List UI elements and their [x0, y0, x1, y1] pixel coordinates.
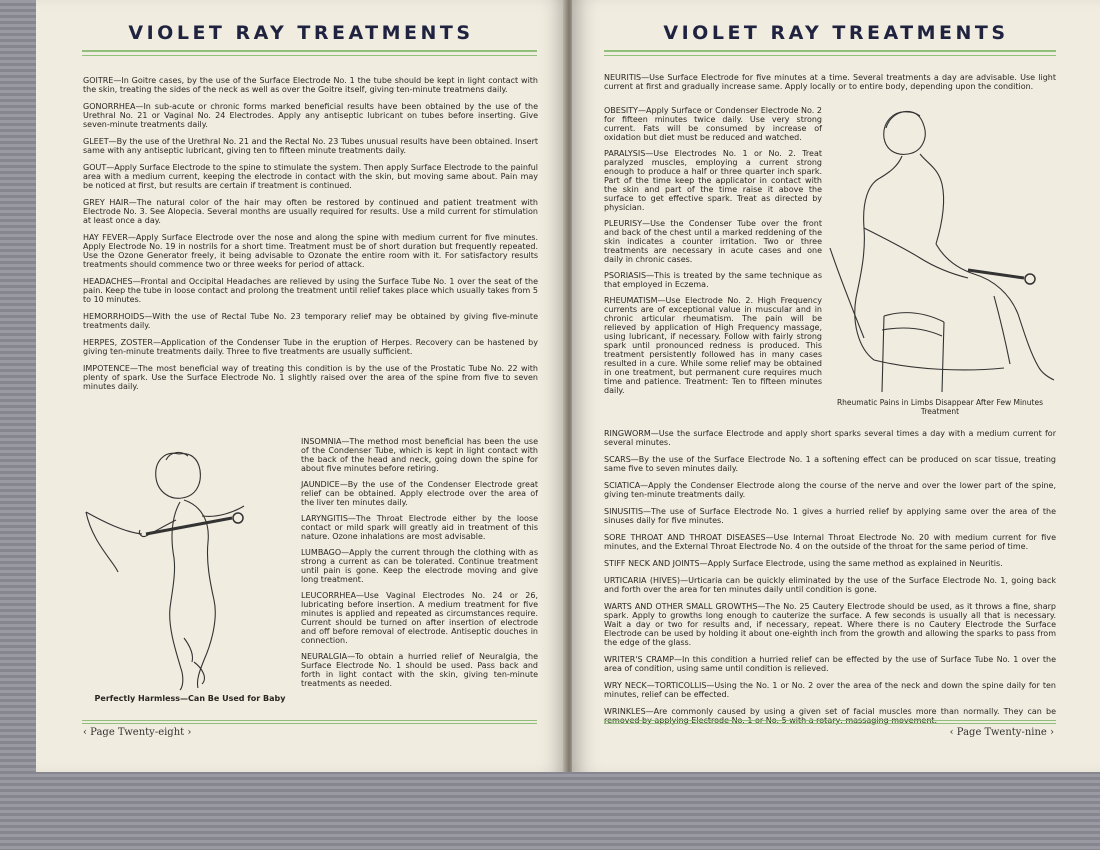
right-bottom-column [604, 429, 1056, 733]
baby-caption: Perfectly Harmless—Can Be Used for Baby [94, 694, 286, 703]
left-page-number: ‹ Page Twenty-eight › [83, 727, 192, 738]
entry-hemorrhoids: HEMORRHOIDS—With the use of Rectal Tube No. 23 temporary relief may be obtained by giving five-minute treatments daily. [83, 312, 538, 330]
right-title-rule [604, 50, 1056, 56]
right-top-paragraph [604, 73, 1056, 99]
entry-stiff-neck: STIFF NECK AND JOINTS—Apply Surface Electrode, using the same method as explained in Neuritis. [604, 559, 1003, 568]
entry-sinusitis: SINUSITIS—The use of Surface Electrode No. 1 gives a hurried relief by applying same over the area of the sinuses daily for five minutes. [604, 507, 1056, 525]
baby-drawing [84, 432, 296, 694]
entry-psoriasis: PSORIASIS—This is treated by the same technique as that employed in Eczema. [604, 271, 822, 289]
entry-paralysis: PARALYSIS—Use Electrodes No. 1 or No. 2. Treat paralyzed muscles, employing a current strong enough to produce a half or three quarter inch spark. Part of the time keep the applicator in contact with the skin and part of the time raise it above the surface to get effective spark. Treat as directed by physician. [604, 149, 822, 212]
entry-lumbago: LUMBAGO—Apply the current through the clothing with as strong a current as can be tolerated. Continue treatment until pain is gone. Keep the electrode moving and give long treatment. [301, 548, 538, 584]
left-side-column [301, 437, 538, 695]
woman-drawing [824, 98, 1056, 398]
entry-goitre: GOITRE—In Goitre cases, by the use of the Surface Electrode No. 1 the tube should be kept in light contact with the skin, treating the sides of the neck as well as over the Goitre itself, giving ten-minute treatmens daily. [83, 76, 538, 94]
entry-impotence: IMPOTENCE—The most beneficial way of treating this condition is by the use of the Prostatic Tube No. 22 with plenty of spark. Use the Surface Electrode No. 1 slightly raised over the area of the spine from five to seven minutes daily. [83, 364, 538, 391]
entry-sore-throat: SORE THROAT AND THROAT DISEASES—Use Internal Throat Electrode No. 20 with medium current for five minutes, and the External Throat Electrode No. 4 on the outside of the throat for the same period of time. [604, 533, 1056, 551]
left-text-column [83, 76, 538, 399]
entry-leucorrhea: LEUCORRHEA—Use Vaginal Electrodes No. 24 or 26, lubricating before insertion. A medium treatment for five minutes is applied and repeated as circumstances require. Current should be turned on after insertion of electrode and off before removal of electrode. Antiseptic douches in connection. [301, 591, 538, 645]
entry-herpes-zoster: HERPES, ZOSTER—Application of the Condenser Tube in the eruption of Herpes. Recovery can be hastened by giving ten-minute treatments daily. Three to five treatments are usually sufficient. [83, 338, 538, 356]
right-footer-rule [604, 720, 1056, 724]
entry-scars: SCARS—By the use of the Surface Electrode No. 1 a softening effect can be produced on scar tissue, treating same five to seven minutes daily. [604, 455, 1056, 473]
entry-gonorrhea: GONORRHEA—In sub-acute or chronic forms marked beneficial results have been obtained by the use of the Urethral No. 21 or Vaginal No. 24 Electrodes. Apply any antiseptic lubricant on tubes before inserting. Give seven-minute treatments daily. [83, 102, 538, 129]
entry-grey-hair: GREY HAIR—The natural color of the hair may often be restored by continued and patient treatment with Electrode No. 3. See Alopecia. Several months are usually required for results. Use a mild current for stimulation at least once a day. [83, 198, 538, 225]
right-page-number: ‹ Page Twenty-nine › [949, 727, 1054, 738]
entry-rheumatism: RHEUMATISM—Use Electrode No. 2. High Frequency currents are of exceptional value in muscular and in chronic articular rheumatism. The pain will be relieved by application of High Frequency massage, using lubricant, if necessary. Follow with fairly strong spark until pronounced redness is produced. This treatment persistently followed has in many cases resulted in a cure. While some relief may be obtained in one treatment, but permanent cure requires much time and patience. Treatment: Ten to fifteen minutes daily. [604, 296, 822, 395]
left-footer-rule [82, 720, 537, 724]
entry-pleurisy: PLEURISY—Use the Condenser Tube over the front and back of the chest until a marked reddening of the skin indicates a counter irritation. Two or three treatments are necessary in acute cases and one daily in chronic cases. [604, 219, 822, 264]
left-page-title: VIOLET RAY TREATMENTS [128, 22, 474, 44]
entry-neuritis: NEURITIS—Use Surface Electrode for five minutes at a time. Several treatments a day are advisable. Use light current at first and gradually increase same. Apply locally or to entire body, depending upon the condition. [604, 73, 1056, 91]
right-page-title: VIOLET RAY TREATMENTS [663, 22, 1009, 44]
entry-sciatica: SCIATICA—Apply the Condenser Electrode along the course of the nerve and over the lower part of the spine, giving ten-minute treatments daily. [604, 481, 1056, 499]
entry-ringworm: RINGWORM—Use the surface Electrode and apply short sparks several times a day with a medium current for several minutes. [604, 429, 1056, 447]
entry-urticaria: URTICARIA (HIVES)—Urticaria can be quickly eliminated by the use of the Surface Electrode No. 1, going back and forth over the area for ten minutes daily until condition is gone. [604, 576, 1056, 594]
entry-neuralgia: NEURALGIA—To obtain a hurried relief of Neuralgia, the Surface Electrode No. 1 should be used. Pass back and forth in light contact with the skin, giving ten-minute treatments as needed. [301, 652, 538, 688]
entry-wry-neck: WRY NECK—TORTICOLLIS—Using the No. 1 or No. 2 over the area of the neck and down the spine daily for ten minutes, relief can be effected. [604, 681, 1056, 699]
entry-gleet: GLEET—By the use of the Urethral No. 21 and the Rectal No. 23 Tubes unusual results have been obtained. Insert same with any antiseptic lubricant, giving ten to fifteen minute treatments daily. [83, 137, 538, 155]
right-page [572, 0, 1100, 772]
left-title-rule [82, 50, 537, 56]
woman-illustration [824, 98, 1056, 424]
entry-wrinkles: WRINKLES—Are commonly caused by using a given set of facial muscles more than normally. They can be removed by applying Electrode No. 1 or No. 5 with a rotary, massaging movement. [604, 707, 1056, 725]
woman-caption: Rheumatic Pains in Limbs Disappear After Few Minutes Treatment [836, 398, 1044, 416]
entry-laryngitis: LARYNGITIS—The Throat Electrode either by the loose contact or mild spark will greatly aid in treatment of this nature. Ozone inhalations are most advisable. [301, 514, 538, 541]
entry-warts: WARTS AND OTHER SMALL GROWTHS—The No. 25 Cautery Electrode should be used, as it throws a fine, sharp spark. Apply to growths long enough to cauterize the surface. A few seconds is usually all that is necessary. Wait a day or two for results and, if necessary, repeat. Where there is no Cautery Electrode the Surface Electrode can be used by holding it about one-eighth inch from the growth and allowing the sparks to pass from the edge of the glass. [604, 602, 1056, 647]
entry-writers-cramp: WRITER'S CRAMP—In this condition a hurried relief can be effected by the use of Surface Tube No. 1 over the area of condition, using same until condition is relieved. [604, 655, 1056, 673]
entry-obesity: OBESITY—Apply Surface or Condenser Electrode No. 2 for fifteen minutes twice daily. Use very strong current. Fats will be consumed by increase of oxidation but diet must be reduced and watched. [604, 106, 822, 142]
right-narrow-column [604, 106, 822, 402]
entry-hay-fever: HAY FEVER—Apply Surface Electrode over the nose and along the spine with medium current for five minutes. Apply Electrode No. 19 in nostrils for a short time. Treatment must be of short duration but frequently repeated. Use the Ozone Generator freely, it being advisable to Ozonate the entire room with it. For satisfactory results treatments should commence two or three weeks for period of attack. [83, 233, 538, 269]
baby-illustration [84, 432, 296, 710]
entry-jaundice: JAUNDICE—By the use of the Condenser Electrode great relief can be obtained. Apply electrode over the area of the liver ten minutes daily. [301, 480, 538, 507]
entry-gout: GOUT—Apply Surface Electrode to the spine to stimulate the system. Then apply Surface Electrode to the painful area with a medium current, keeping the electrode in contact with the skin, but moving same about. Pain may be noticed at first, but results are certain if treatment is continued. [83, 163, 538, 190]
entry-insomnia: INSOMNIA—The method most beneficial has been the use of the Condenser Tube, which is kept in light contact with the back of the head and neck, going down the spine for about five minutes before retiring. [301, 437, 538, 473]
entry-headaches: HEADACHES—Frontal and Occipital Headaches are relieved by using the Surface Tube No. 1 over the seat of the pain. Keep the tube in loose contact and prolong the treatment until relief takes place which usually takes from 5 to 10 minutes. [83, 277, 538, 304]
left-page [36, 0, 566, 772]
